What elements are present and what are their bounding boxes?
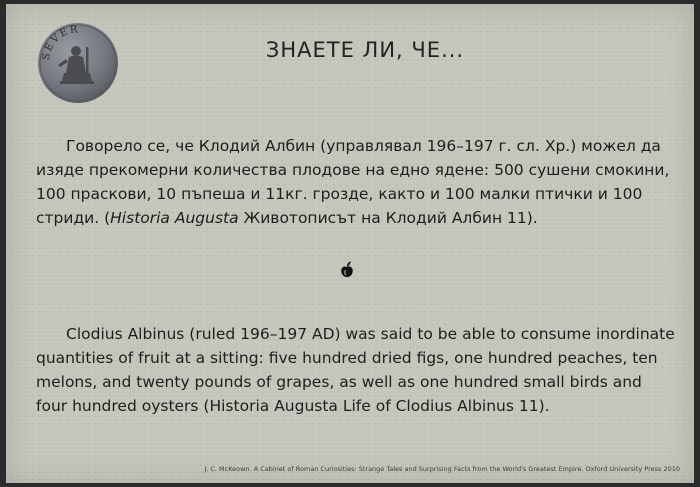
bulgarian-text-end: Животописът на Клодий Албин 11). (238, 209, 538, 227)
page-title: ЗНАЕТЕ ЛИ, ЧЕ... (265, 38, 465, 62)
bulgarian-text-start: Говорело се, че Клодий Албин (управлявал 196–197 г. сл. Хр.) можел да изяде прекомерни количества плодове на едно ядене: 500 сушени смокини, 100 праскови, 10 пъпеша и 11кг. грозде, както и 100 малки птички и 100 стриди. ( (36, 137, 670, 227)
fleuron-icon (339, 261, 355, 279)
roman-coin-icon (36, 21, 120, 105)
info-card (6, 4, 694, 483)
citation-footnote: J. C. McKeown. A Cabinet of Roman Curiosities: Strange Tales and Surprising Facts from the World's Greatest Empire. Oxford University Press 2010 (204, 465, 680, 473)
source-title-bg: Historia Augusta (110, 209, 239, 227)
english-paragraph: Clodius Albinus (ruled 196–197 AD) was said to be able to consume inordinate quantities of fruit at a sitting: five hundred dried figs, one hundred peaches, ten melons, and twenty pounds of grapes, as well as one hundred small birds and four hundred oysters (Historia Augusta Life of Clodius Albinus 11). (36, 325, 675, 415)
coin-inscription: SEVER (40, 24, 81, 62)
bulgarian-paragraph (36, 134, 676, 230)
